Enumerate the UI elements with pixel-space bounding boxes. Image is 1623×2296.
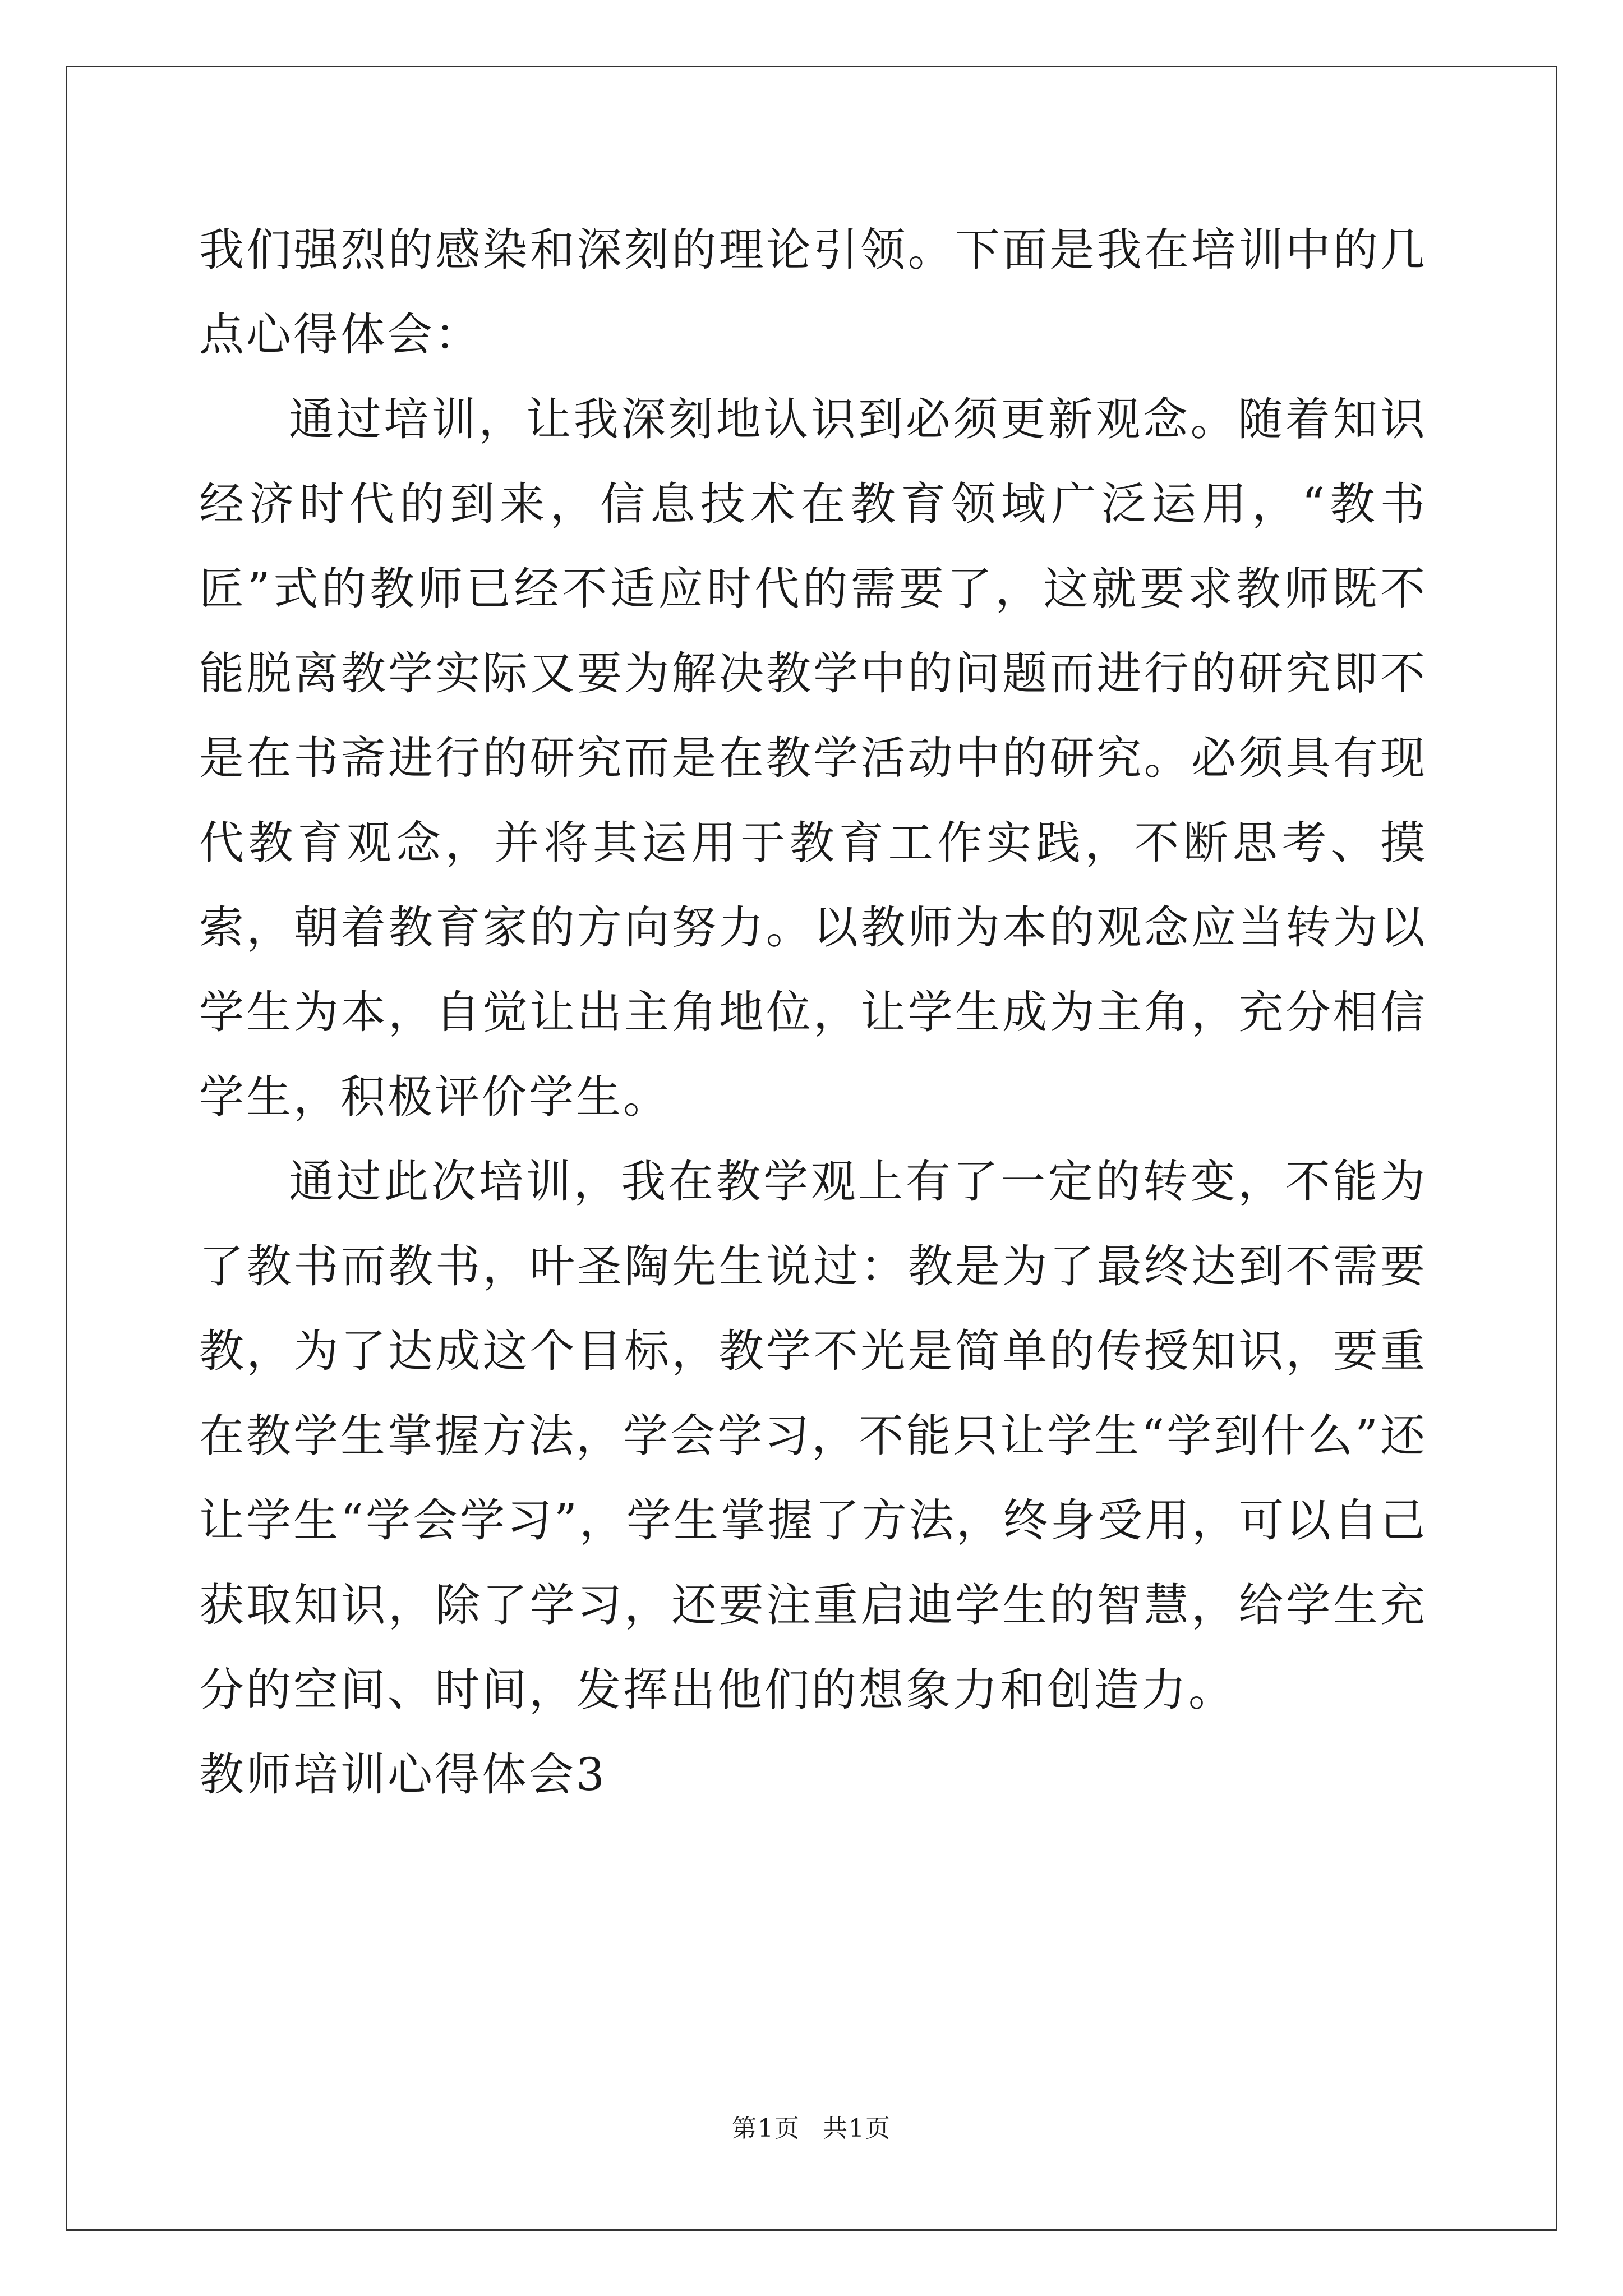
- page-footer: [0, 2112, 1623, 2146]
- paragraph-intro: 我们强烈的感染和深刻的理论引领。下面是我在培训中的几点心得体会：: [199, 224, 1427, 361]
- paragraph-teaching-view: 通过此次培训，我在教学观上有了一定的转变，不能为了教书而教书，叶圣陶先生说过：教是为了最终达到不需要教，为了达成这个目标，教学不光是简单的传授知识，要重在教学生掌握方法，学会学习，不能只让学生“学到什么”还让学生“学会学习”，学生掌握了方法，终身受用，可以自己获取知识，除了学习，还要注重启迪学生的智慧，给学生充分的空间、时间，发挥出他们的想象力和创造力。: [199, 1156, 1427, 1716]
- page-number-current: 第1页: [732, 2114, 800, 2143]
- section-heading: 教师培训心得体会3: [199, 1749, 607, 1801]
- document-body: [199, 208, 1427, 1817]
- paragraph-update-concepts: 通过培训，让我深刻地认识到必须更新观念。随着知识经济时代的到来，信息技术在教育领域广泛运用，“教书匠”式的教师已经不适应时代的需要了，这就要求教师既不能脱离教学实际又要为解决教学中的问题而进行的研究即不是在书斋进行的研究而是在教学活动中的研究。必须具有现代教育观念，并将其运用于教育工作实践，不断思考、摸索，朝着教育家的方向努力。以教师为本的观念应当转为以学生为本，自觉让出主角地位，让学生成为主角，充分相信学生，积极评价学生。: [199, 393, 1427, 1123]
- page-number-total: 共1页: [823, 2114, 891, 2143]
